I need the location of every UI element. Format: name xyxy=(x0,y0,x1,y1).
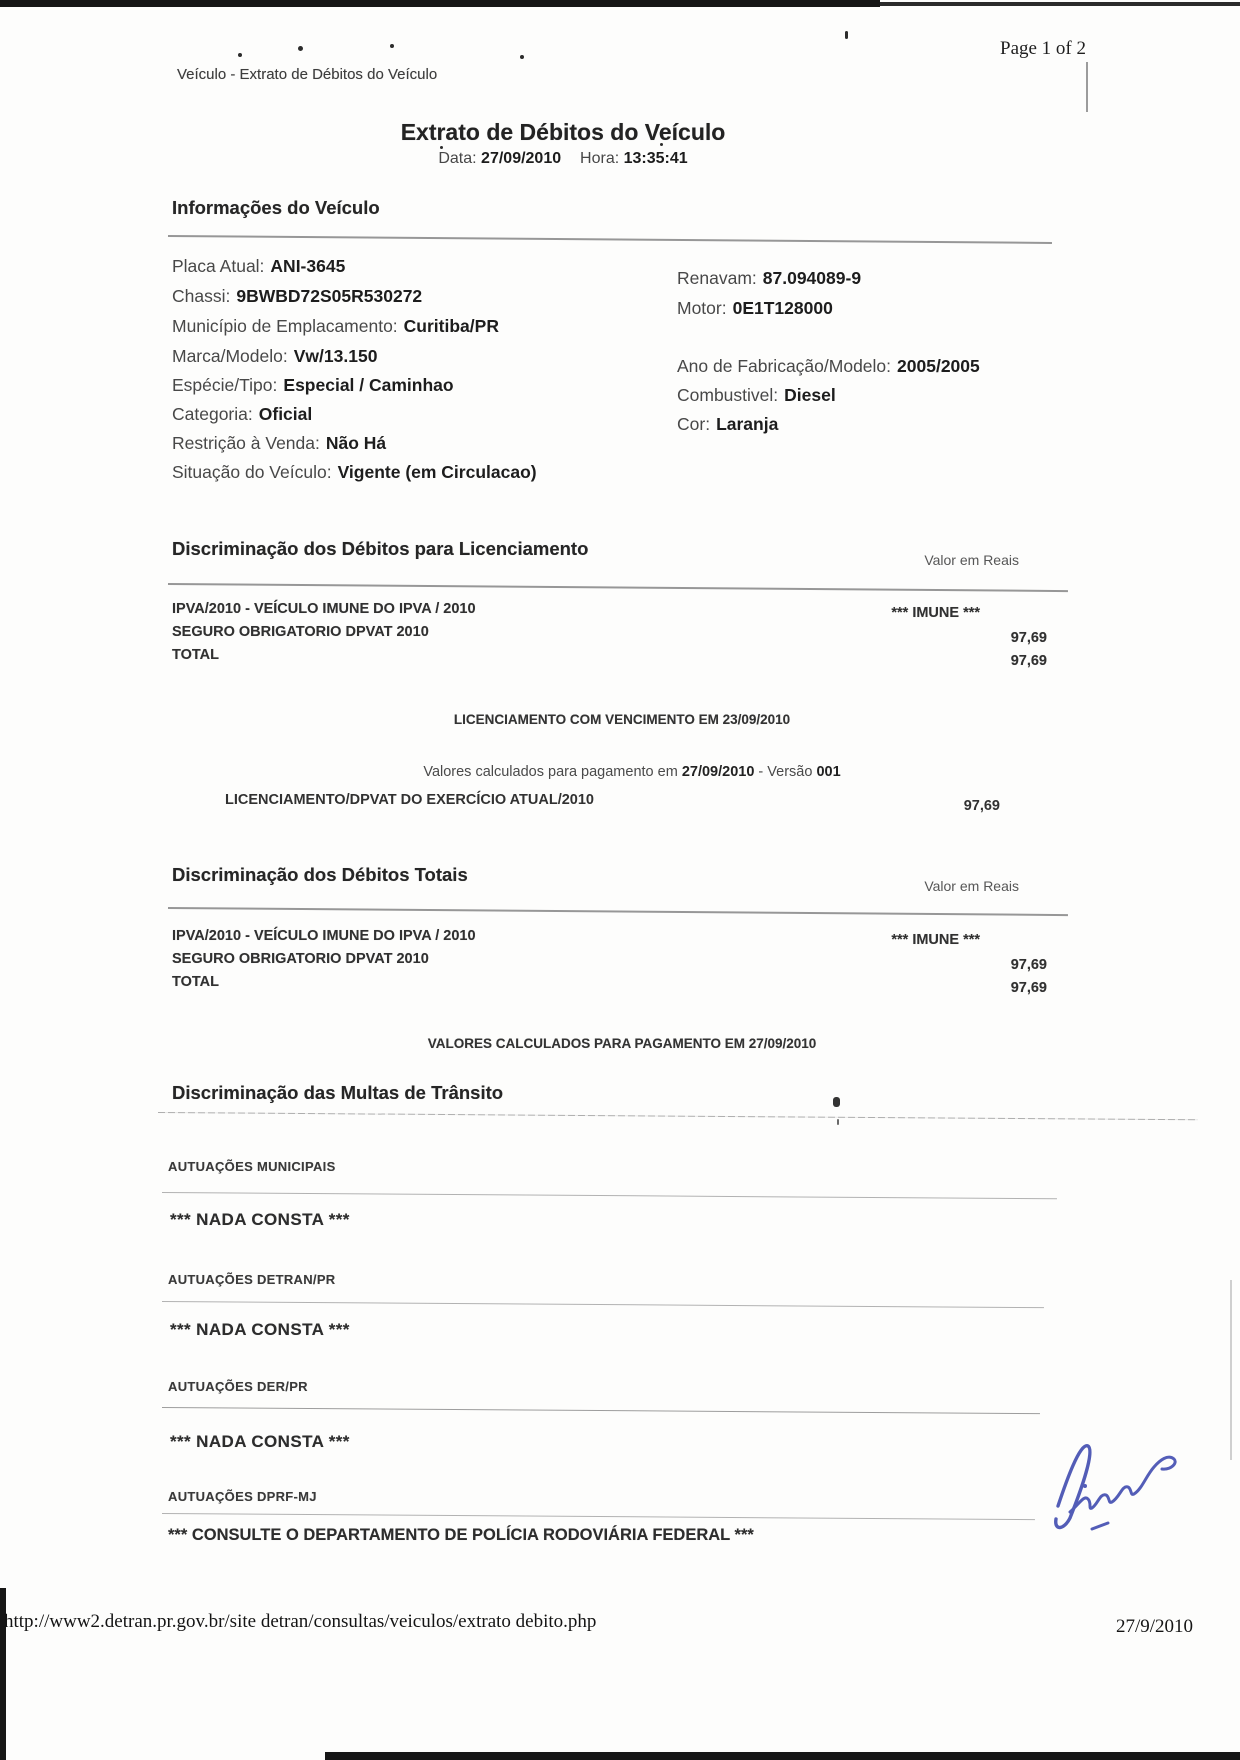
autuacoes-result: *** CONSULTE O DEPARTAMENTO DE POLÍCIA RODOVIÁRIA FEDERAL *** xyxy=(168,1526,754,1544)
field-label: Cor: xyxy=(677,414,711,434)
autuacoes-result: *** NADA CONSTA *** xyxy=(170,1432,350,1451)
calc-payment-notice: VALORES CALCULADOS PARA PAGAMENTO EM 27/09/2010 xyxy=(427,1036,817,1051)
signature-ink-dot xyxy=(1083,1484,1087,1488)
field-value: Laranja xyxy=(716,414,779,434)
debit-value: *** IMUNE *** xyxy=(891,605,980,621)
field-label: Motor: xyxy=(677,298,727,318)
autuacoes-title: AUTUAÇÕES DETRAN/PR xyxy=(168,1272,336,1287)
multas-rule xyxy=(158,1112,1198,1120)
field-label: Ano de Fabricação/Modelo: xyxy=(677,356,892,376)
debit-desc: IPVA/2010 - VEÍCULO IMUNE DO IPVA / 2010 xyxy=(172,928,476,944)
field-label: Categoria: xyxy=(172,404,253,424)
autuacoes-rule xyxy=(162,1407,1040,1414)
field-label: Placa Atual: xyxy=(172,256,265,276)
debit-value: 97,69 xyxy=(1010,980,1047,996)
footer-url: http://www2.detran.pr.gov.br/site detran/consultas/veiculos/extrato debito.php xyxy=(4,1611,597,1632)
field-value: 9BWBD72S05R530272 xyxy=(236,286,423,306)
info-row xyxy=(172,286,422,307)
calc-prefix: Valores calculados para pagamento em xyxy=(423,764,682,780)
debit-value: 97,69 xyxy=(1010,957,1047,973)
field-label: Restrição à Venda: xyxy=(172,433,320,453)
page-title: Extrato de Débitos do Veículo xyxy=(400,119,726,145)
field-value: Não Há xyxy=(325,433,387,453)
field-value: Vigente (em Circulacao) xyxy=(337,462,537,482)
calc-mid: - Versão xyxy=(754,764,817,780)
field-value: Especial / Caminhao xyxy=(283,375,454,395)
autuacoes-rule xyxy=(162,1192,1057,1199)
info-row xyxy=(677,385,836,406)
info-row xyxy=(172,375,454,396)
autuacoes-rule xyxy=(162,1513,1035,1520)
hora-value: 13:35:41 xyxy=(623,150,688,167)
info-row xyxy=(172,316,499,337)
calc-payment-line xyxy=(172,764,1092,780)
debit-row xyxy=(172,647,1047,669)
field-value: 2005/2005 xyxy=(897,356,980,376)
info-row xyxy=(677,268,861,289)
field-label: Espécie/Tipo: xyxy=(172,375,278,395)
scan-mark-vline xyxy=(1086,62,1088,112)
field-value: Diesel xyxy=(784,385,836,405)
debit-row xyxy=(172,624,1047,646)
data-value: 27/09/2010 xyxy=(481,150,562,167)
info-row xyxy=(677,414,778,435)
info-row xyxy=(172,433,386,454)
info-row xyxy=(172,346,377,367)
signature-stroke xyxy=(1092,1523,1108,1529)
field-value: 87.094089-9 xyxy=(762,268,862,288)
value-column-header: Valor em Reais xyxy=(924,878,1019,894)
section-heading-licenciamento: Discriminação dos Débitos para Licenciamento xyxy=(172,538,589,559)
field-value: 0E1T128000 xyxy=(732,298,833,318)
debit-desc: TOTAL xyxy=(172,647,219,663)
autuacoes-result: *** NADA CONSTA *** xyxy=(170,1210,350,1229)
handwritten-signature xyxy=(1038,1426,1208,1542)
field-label: Município de Emplacamento: xyxy=(172,316,398,336)
scan-edge-top-thin xyxy=(880,2,1240,6)
field-value: Oficial xyxy=(258,404,313,424)
debit-desc: SEGURO OBRIGATORIO DPVAT 2010 xyxy=(172,624,429,640)
scan-speck xyxy=(440,146,443,149)
footer-date: 27/9/2010 xyxy=(1116,1616,1194,1637)
scan-edge-top xyxy=(0,0,880,7)
field-label: Marca/Modelo: xyxy=(172,346,288,366)
debit-desc: LICENCIAMENTO/DPVAT DO EXERCÍCIO ATUAL/2010 xyxy=(225,792,594,808)
scan-speck xyxy=(837,1119,839,1125)
debit-value: 97,69 xyxy=(963,798,1000,814)
autuacoes-title: AUTUAÇÕES DPRF-MJ xyxy=(168,1489,317,1504)
field-label: Renavam: xyxy=(677,268,757,288)
scan-speck xyxy=(845,31,848,39)
debit-value: 97,69 xyxy=(1010,630,1047,646)
hora-label: Hora: xyxy=(580,150,620,167)
calc-version: 001 xyxy=(816,764,841,780)
debit-value: *** IMUNE *** xyxy=(891,932,980,948)
debit-desc: SEGURO OBRIGATORIO DPVAT 2010 xyxy=(172,951,429,967)
debit-value: 97,69 xyxy=(1010,653,1047,669)
debit-row xyxy=(172,601,1047,621)
field-label: Chassi: xyxy=(172,286,231,306)
scan-edge-bottom xyxy=(325,1752,1240,1760)
scan-speck xyxy=(298,46,303,51)
debit-row xyxy=(172,928,1047,948)
autuacoes-result: *** NADA CONSTA *** xyxy=(170,1320,350,1339)
section-heading-vehicle-info: Informações do Veículo xyxy=(172,197,380,218)
data-label: Data: xyxy=(438,150,477,167)
info-row xyxy=(172,256,345,277)
breadcrumb: Veículo - Extrato de Débitos do Veículo xyxy=(177,66,438,83)
field-value: Vw/13.150 xyxy=(293,346,378,366)
page-indicator: Page 1 of 2 xyxy=(1000,38,1087,59)
debit-desc: IPVA/2010 - VEÍCULO IMUNE DO IPVA / 2010 xyxy=(172,601,476,617)
field-label: Situação do Veículo: xyxy=(172,462,332,482)
scan-speck xyxy=(833,1097,840,1107)
info-row xyxy=(677,298,833,319)
scan-streak-right xyxy=(1230,1280,1232,1460)
scan-speck xyxy=(390,44,394,48)
due-date-notice: LICENCIAMENTO COM VENCIMENTO EM 23/09/2010 xyxy=(453,712,791,727)
debit-row xyxy=(172,974,1047,996)
debit-desc: TOTAL xyxy=(172,974,219,990)
datetime-line xyxy=(172,150,954,168)
scan-speck xyxy=(520,55,524,59)
field-label: Combustivel: xyxy=(677,385,779,405)
section-rule xyxy=(168,583,1068,592)
info-row xyxy=(172,404,312,425)
autuacoes-title: AUTUAÇÕES DER/PR xyxy=(168,1379,308,1394)
autuacoes-rule xyxy=(162,1301,1044,1308)
scan-speck xyxy=(238,53,242,57)
field-value: Curitiba/PR xyxy=(403,316,499,336)
autuacoes-title: AUTUAÇÕES MUNICIPAIS xyxy=(168,1159,336,1174)
section-heading-multas: Discriminação das Multas de Trânsito xyxy=(172,1082,504,1103)
section-heading-debitos-totais: Discriminação dos Débitos Totais xyxy=(172,864,468,885)
calc-date: 27/09/2010 xyxy=(681,764,755,780)
section-rule xyxy=(168,235,1052,244)
info-row xyxy=(172,462,537,483)
field-value: ANI-3645 xyxy=(270,256,346,276)
section-rule xyxy=(168,907,1068,916)
debit-row xyxy=(172,951,1047,973)
value-column-header: Valor em Reais xyxy=(924,552,1019,568)
debit-row-current-exercise xyxy=(225,792,1000,814)
info-row xyxy=(677,356,980,377)
